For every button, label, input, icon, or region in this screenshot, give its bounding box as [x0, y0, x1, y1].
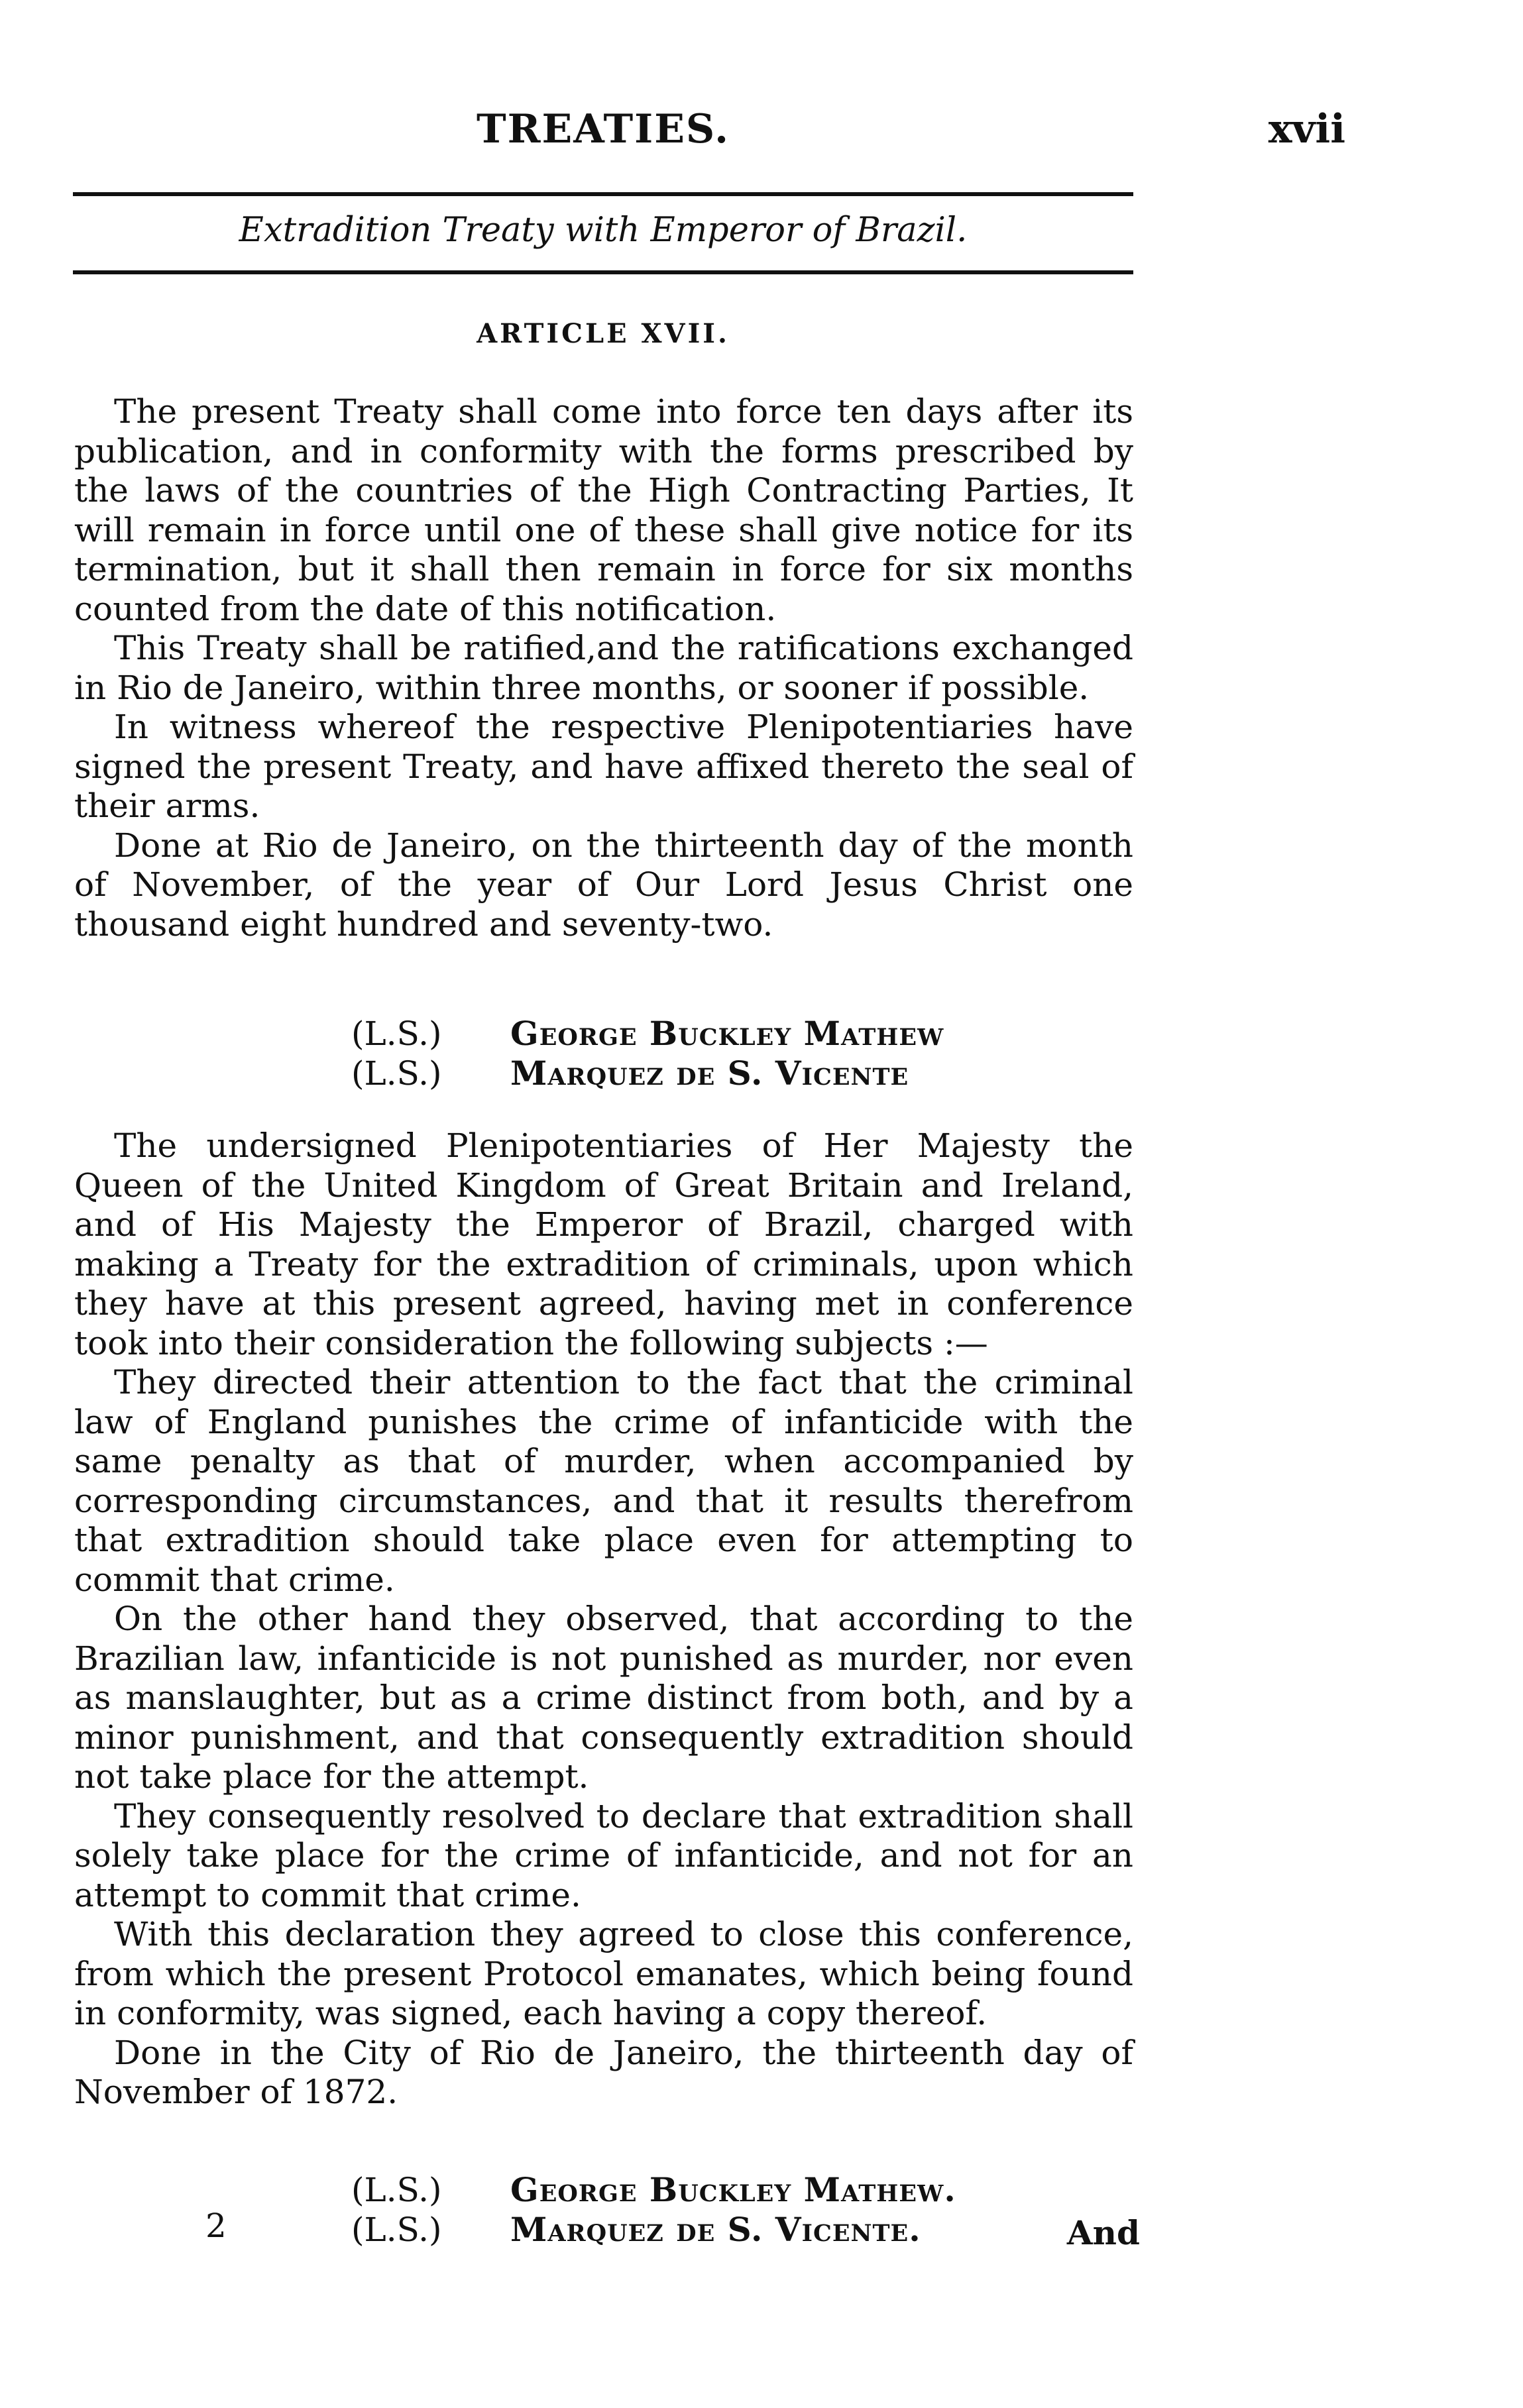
- signatory-name: Marquez de S. Vicente.: [510, 2210, 921, 2249]
- signature-mark: 2: [205, 2207, 227, 2245]
- protocol-body: [74, 1126, 1133, 2112]
- paragraph: This Treaty shall be ratified,and the ratifications exchanged in Rio de Janeiro, within three months, or sooner if possible.: [74, 629, 1133, 707]
- catchword: And: [1066, 2213, 1140, 2252]
- seal-mark: (L.S.): [351, 2171, 442, 2209]
- running-title: TREATIES.: [476, 106, 730, 152]
- article-body: [74, 392, 1133, 944]
- signature-line: [351, 1054, 1147, 1093]
- header-rule-bottom: [73, 270, 1133, 274]
- paragraph: Done in the City of Rio de Janeiro, the thirteenth day of November of 1872.: [74, 2033, 1133, 2111]
- signatory-name: George Buckley Mathew.: [510, 2170, 956, 2209]
- seal-mark: (L.S.): [351, 1054, 442, 1093]
- paragraph: On the other hand they observed, that according to the Brazilian law, infanticide is not punished as murder, nor even as manslaughter, but as a crime distinct from both, and by a minor punishment, and that consequently extradition should not take place for the attempt.: [74, 1600, 1133, 1796]
- paragraph: They consequently resolved to declare that extradition shall solely take place for the crime of infanticide, and not for an attempt to commit that crime.: [74, 1796, 1133, 1914]
- page-subtitle: Extradition Treaty with Emperor of Brazil.: [239, 211, 968, 250]
- page-number: xvii: [1268, 106, 1345, 152]
- paragraph: The undersigned Plenipotentiaries of Her Majesty the Queen of the United Kingdom of Great Britain and Ireland, and of His Majesty the Emperor of Brazil, charged with making a Treaty for the extradition of criminals, upon which they have at this present agreed, having met in conference took into their consideration the following subjects :—: [74, 1126, 1133, 1362]
- paragraph: The present Treaty shall come into force ten days after its publication, and in conformity with the forms prescribed by the laws of the countries of the High Contracting Parties, It will remain in force until one of these shall give notice for its termination, but it shall then remain in force for six months counted from the date of this notification.: [74, 392, 1133, 628]
- signatory-name: Marquez de S. Vicente: [510, 1054, 909, 1093]
- seal-mark: (L.S.): [351, 1014, 442, 1053]
- signature-line: [351, 2170, 1147, 2210]
- paragraph: Done at Rio de Janeiro, on the thirteenth day of the month of November, of the year of Our Lord Jesus Christ one thousand eight hundred and seventy-two.: [74, 826, 1133, 944]
- seal-mark: (L.S.): [351, 2211, 442, 2249]
- treaty-signatures: [351, 1014, 1147, 1093]
- paragraph: They directed their attention to the fact that the criminal law of England punishes the crime of infanticide with the same penalty as that of murder, when accompanied by corresponding circumstances, and that it results therefrom that extradition should take place even for attempting to commit that crime.: [74, 1363, 1133, 1599]
- paragraph: With this declaration they agreed to close this conference, from which the present Protocol emanates, which being found in conformity, was signed, each having a copy thereof.: [74, 1915, 1133, 2032]
- signature-line: [351, 1014, 1147, 1054]
- article-heading: ARTICLE XVII.: [477, 318, 730, 349]
- signatory-name: George Buckley Mathew: [510, 1014, 944, 1053]
- paragraph: In witness whereof the respective Plenipotentiaries have signed the present Treaty, and have affixed thereto the seal of their arms.: [74, 708, 1133, 825]
- header-rule-top: [73, 192, 1133, 196]
